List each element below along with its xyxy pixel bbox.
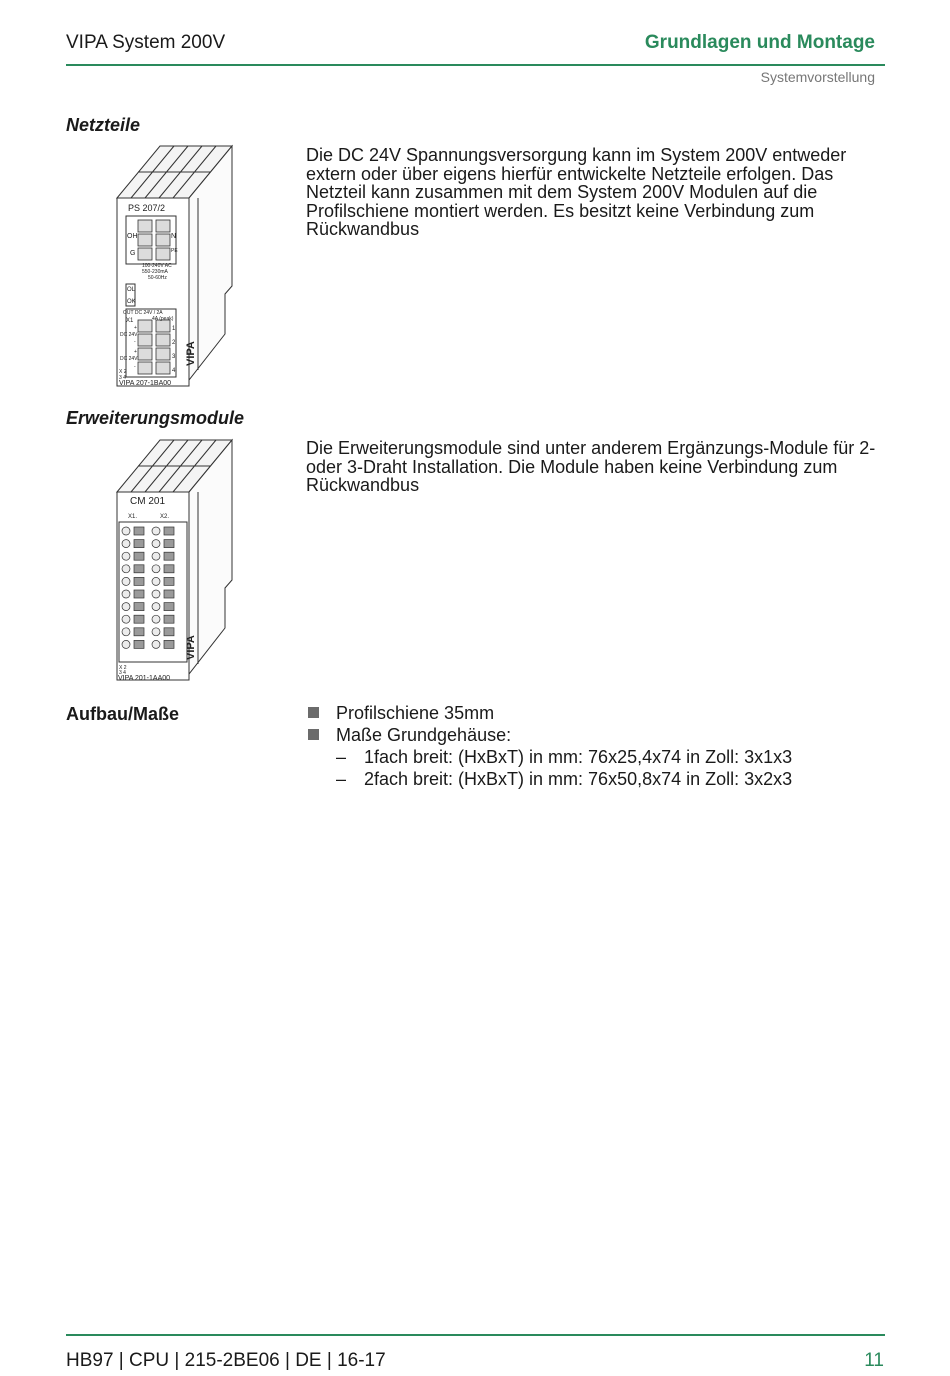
terminal-screw (152, 577, 160, 585)
list-item-text: Profilschiene 35mm (336, 703, 495, 723)
terminal-screw (152, 540, 160, 548)
order-number: VIPA 207-1BA00 (119, 380, 172, 387)
terminal-block (134, 565, 144, 573)
terminal-screw (122, 640, 130, 648)
terminal-screw (122, 552, 130, 560)
dash-bullet: – (336, 769, 347, 789)
terminal-screw (122, 577, 130, 585)
list-item (306, 724, 792, 790)
module-label: PS 207/2 (128, 203, 166, 213)
label-peak: 4A (peak) (152, 316, 174, 322)
section-title-aufbau: Aufbau/Maße (66, 704, 180, 724)
terminal-screw (122, 628, 130, 636)
label-x1: X1 (126, 318, 134, 324)
spec-voltage: 100-240V AC (142, 263, 172, 269)
list-item-text: Maße Grundgehäuse: (336, 725, 512, 745)
plus-2: + (134, 349, 137, 355)
dimensions-list (306, 702, 792, 790)
section-title-erweiterungsmodule: Erweiterungsmodule (66, 408, 245, 428)
terminal-screw (152, 565, 160, 573)
minus-2: - (134, 364, 136, 370)
running-header-chapter: Grundlagen und Montage (644, 32, 875, 53)
terminal-screw (122, 590, 130, 598)
terminal-block (134, 552, 144, 560)
terminal-screw (122, 603, 130, 611)
terminal-block (134, 540, 144, 548)
label-ok: OK (127, 299, 136, 305)
sub-list (336, 746, 792, 790)
power-supply-module-figure (112, 144, 238, 388)
terminal-block (164, 590, 174, 598)
terminal-block (164, 552, 174, 560)
list-item (306, 702, 792, 724)
terminal-block (164, 565, 174, 573)
terminal-block (134, 603, 144, 611)
terminal-screw (152, 552, 160, 560)
terminal-screw (122, 615, 130, 623)
label-x1: X1. (128, 514, 138, 520)
terminal-1: 1 (172, 326, 176, 332)
terminal-screw (152, 590, 160, 598)
label-x-2: X 2 (119, 369, 127, 375)
spec-current: 550-230mA (142, 269, 168, 275)
label-pe: PE (171, 248, 178, 254)
label-output: OUT DC 24V / 2A (123, 310, 163, 316)
page-number: 11 (864, 1350, 884, 1371)
label-x-2: X 2 (119, 665, 127, 671)
terminal-block (164, 577, 174, 585)
terminal-screw (152, 628, 160, 636)
terminal-block (164, 640, 174, 648)
sub-list-item (336, 746, 792, 768)
label-oh: OH (127, 233, 138, 240)
vipa-logo: VIPA (185, 341, 197, 366)
terminal-block (164, 540, 174, 548)
terminal-screw (152, 603, 160, 611)
terminal-block (134, 527, 144, 535)
terminal-block (134, 628, 144, 636)
terminal-block (164, 603, 174, 611)
paragraph-erweiterungsmodule: Die Erweiterungsmodule sind unter anderem Ergänzungs-Module für 2- oder 3-Draht Installation. Die Module haben keine Verbindung zum Rückwandbus (306, 438, 876, 495)
label-3-4: 3 4 (119, 375, 126, 381)
terminal-4: 4 (172, 368, 176, 374)
vipa-logo: VIPA (185, 635, 197, 660)
terminal-screw (122, 565, 130, 573)
running-header-section: Systemvorstellung (760, 69, 875, 85)
label-x2: X2. (160, 514, 170, 520)
expansion-module-figure (112, 438, 238, 682)
label-n: N (171, 233, 177, 240)
terminal-screw (152, 640, 160, 648)
label-3-4: 3 4 (119, 670, 126, 676)
label-ol: OL (127, 287, 136, 293)
footer-divider (66, 1334, 885, 1336)
square-bullet-icon (308, 707, 319, 718)
terminal-block (134, 590, 144, 598)
square-bullet-icon (308, 729, 319, 740)
minus-1: - (134, 339, 136, 345)
terminal-2: 2 (172, 340, 176, 346)
running-header-left: VIPA System 200V (66, 32, 226, 53)
section-title-netzteile: Netzteile (66, 115, 141, 135)
terminal-block (164, 615, 174, 623)
terminal-block (134, 640, 144, 648)
terminal-screw (152, 527, 160, 535)
spec-frequency: 50-60Hz (148, 275, 167, 281)
order-number: VIPA 201-1AA00 (118, 675, 171, 682)
terminal-screw (122, 540, 130, 548)
label-g: G (130, 250, 136, 257)
sub-list-item-text: 1fach breit: (HxBxT) in mm: 76x25,4x74 in Zoll: 3x1x3 (364, 747, 793, 767)
terminal-block (164, 527, 174, 535)
terminal-screw (122, 527, 130, 535)
label-dc24v-1: DC 24V (120, 332, 138, 338)
terminal-3: 3 (172, 354, 176, 360)
plus-1: + (134, 325, 137, 331)
sub-list-item (336, 768, 792, 790)
footer-document-info: HB97 | CPU | 215-2BE06 | DE | 16-17 (66, 1350, 386, 1371)
terminal-block (164, 628, 174, 636)
sub-list-item-text: 2fach breit: (HxBxT) in mm: 76x50,8x74 in Zoll: 3x2x3 (364, 769, 793, 789)
header-divider (66, 64, 885, 66)
paragraph-netzteile: Die DC 24V Spannungsversorgung kann im System 200V entweder extern oder über eigens hierfür entwickelte Netzteile erfolgen. Das Netzteil kann zusammen mit dem System 200V Modulen auf die Profilschiene montiert werden. Es besitzt keine Verbindung zum Rückwandbus (306, 145, 847, 239)
terminal-block (134, 615, 144, 623)
dash-bullet: – (336, 747, 347, 767)
terminal-screw (152, 615, 160, 623)
terminal-block (134, 577, 144, 585)
module-label: CM 201 (130, 496, 166, 507)
label-dc24v-2: DC 24V (120, 356, 138, 362)
